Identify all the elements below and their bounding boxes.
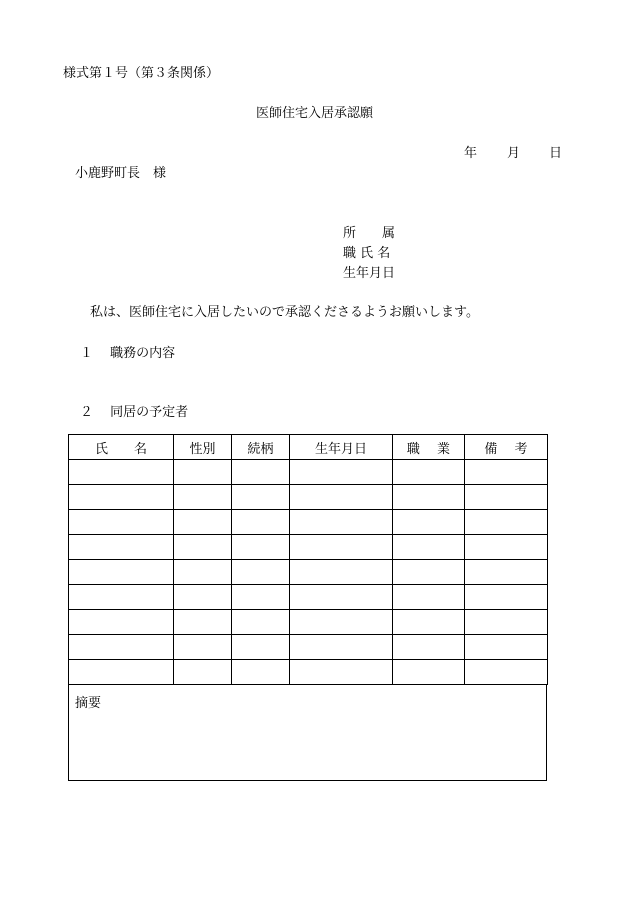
cell-name[interactable] — [69, 485, 174, 510]
header-birthdate: 生年月日 — [290, 435, 393, 460]
cell-birthdate[interactable] — [290, 535, 393, 560]
cell-name[interactable] — [69, 635, 174, 660]
cell-name[interactable] — [69, 535, 174, 560]
cell-relationship[interactable] — [232, 510, 290, 535]
cell-name[interactable] — [69, 460, 174, 485]
cell-relationship[interactable] — [232, 660, 290, 685]
header-relationship: 続柄 — [232, 435, 290, 460]
cell-birthdate[interactable] — [290, 460, 393, 485]
cell-birthdate[interactable] — [290, 560, 393, 585]
cell-remarks[interactable] — [465, 535, 548, 560]
section-cohabitants: ２ 同居の予定者 — [80, 405, 189, 420]
table-row — [69, 635, 548, 660]
cell-birthdate[interactable] — [290, 660, 393, 685]
cell-relationship[interactable] — [232, 485, 290, 510]
header-sex: 性別 — [174, 435, 232, 460]
cell-remarks[interactable] — [465, 660, 548, 685]
header-occupation: 職 業 — [393, 435, 465, 460]
birthdate-label: 生年月日 — [343, 266, 396, 281]
cell-sex[interactable] — [174, 560, 232, 585]
date-month: 月 — [507, 146, 521, 161]
table-row — [69, 610, 548, 635]
cell-relationship[interactable] — [232, 535, 290, 560]
cell-relationship[interactable] — [232, 460, 290, 485]
memo-box[interactable] — [68, 684, 547, 781]
cell-sex[interactable] — [174, 585, 232, 610]
cell-birthdate[interactable] — [290, 635, 393, 660]
cell-remarks[interactable] — [465, 460, 548, 485]
cell-occupation[interactable] — [393, 610, 465, 635]
cell-name[interactable] — [69, 510, 174, 535]
cell-remarks[interactable] — [465, 485, 548, 510]
cell-sex[interactable] — [174, 610, 232, 635]
cell-occupation[interactable] — [393, 660, 465, 685]
cell-occupation[interactable] — [393, 535, 465, 560]
cell-name[interactable] — [69, 660, 174, 685]
cell-name[interactable] — [69, 610, 174, 635]
header-remarks: 備 考 — [465, 435, 548, 460]
table-row — [69, 660, 548, 685]
table-row — [69, 510, 548, 535]
table-header-row — [69, 435, 548, 460]
cell-birthdate[interactable] — [290, 510, 393, 535]
affiliation-label: 所 属 — [343, 226, 396, 241]
table-row — [69, 485, 548, 510]
cohabitant-table — [68, 434, 548, 685]
cell-birthdate[interactable] — [290, 585, 393, 610]
cell-remarks[interactable] — [465, 610, 548, 635]
cell-name[interactable] — [69, 560, 174, 585]
cell-occupation[interactable] — [393, 460, 465, 485]
cell-remarks[interactable] — [465, 510, 548, 535]
date-day: 日 — [549, 146, 563, 161]
date-year: 年 — [464, 146, 478, 161]
cell-relationship[interactable] — [232, 585, 290, 610]
cell-remarks[interactable] — [465, 560, 548, 585]
cell-relationship[interactable] — [232, 635, 290, 660]
cell-sex[interactable] — [174, 635, 232, 660]
cell-sex[interactable] — [174, 660, 232, 685]
cell-occupation[interactable] — [393, 585, 465, 610]
cell-sex[interactable] — [174, 510, 232, 535]
form-number: 様式第１号（第３条関係） — [63, 66, 220, 81]
cell-relationship[interactable] — [232, 610, 290, 635]
table-row — [69, 460, 548, 485]
cell-relationship[interactable] — [232, 560, 290, 585]
cell-remarks[interactable] — [465, 635, 548, 660]
cell-sex[interactable] — [174, 460, 232, 485]
cell-sex[interactable] — [174, 485, 232, 510]
cell-occupation[interactable] — [393, 635, 465, 660]
cell-remarks[interactable] — [465, 585, 548, 610]
memo-label: 摘要 — [75, 696, 102, 711]
cell-name[interactable] — [69, 585, 174, 610]
cell-birthdate[interactable] — [290, 610, 393, 635]
cell-occupation[interactable] — [393, 510, 465, 535]
title-name-label: 職 氏 名 — [343, 246, 391, 261]
section-duty-content: １ 職務の内容 — [80, 346, 176, 361]
table-row — [69, 535, 548, 560]
request-statement: 私は、医師住宅に入居したいので承認くださるようお願いします。 — [90, 305, 479, 320]
table-row — [69, 585, 548, 610]
cell-sex[interactable] — [174, 535, 232, 560]
header-name: 氏 名 — [69, 435, 174, 460]
table-row — [69, 560, 548, 585]
cell-birthdate[interactable] — [290, 485, 393, 510]
date-line — [464, 146, 562, 162]
cell-occupation[interactable] — [393, 485, 465, 510]
form-title: 医師住宅入居承認願 — [256, 106, 374, 121]
addressee: 小鹿野町長 様 — [75, 166, 167, 181]
cell-occupation[interactable] — [393, 560, 465, 585]
